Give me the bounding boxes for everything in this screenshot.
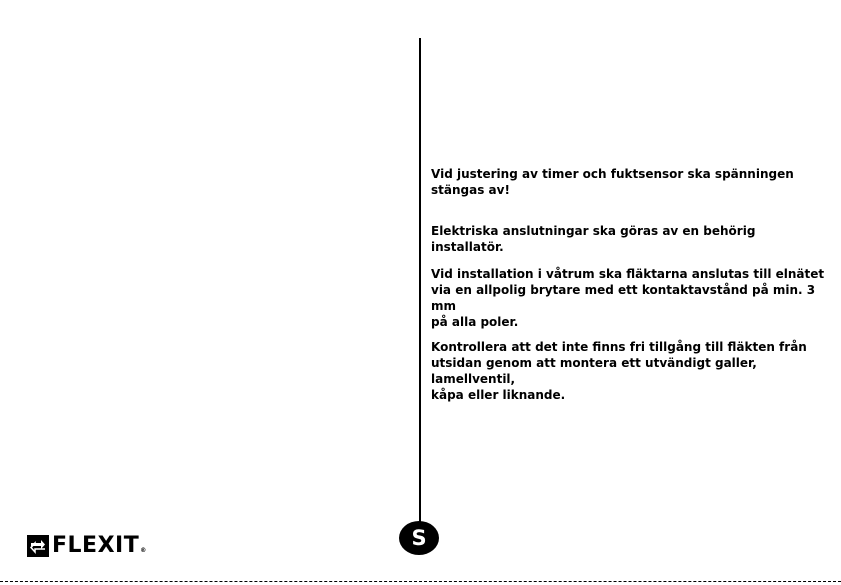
logo-wordmark: FLEXIT <box>52 533 140 558</box>
flexit-logo <box>27 534 146 558</box>
language-badge: S <box>399 521 439 555</box>
paragraph-power-off-warning: Vid justering av timer och fuktsensor ska spänningen stängas av! <box>431 167 794 197</box>
registered-mark: ® <box>140 547 147 554</box>
paragraph-wet-room-installation: Vid installation i våtrum ska fläktarna anslutas till elnätet via en allpolig brytare med ett kontaktavstånd på min. 3 mm på alla poler. <box>431 267 825 329</box>
paragraph-qualified-installer: Elektriska anslutningar ska göras av en behörig installatör. <box>431 224 756 254</box>
bottom-cut-line <box>0 581 841 582</box>
paragraph-outside-access: Kontrollera att det inte finns fri tillgång till fläkten från utsidan genom att montera ett utvändigt galler, lamellventil, kåpa eller liknande. <box>431 340 807 402</box>
flexit-logo-mark-icon <box>27 535 49 557</box>
page-divider <box>419 38 421 528</box>
warning-text-block <box>431 166 826 403</box>
